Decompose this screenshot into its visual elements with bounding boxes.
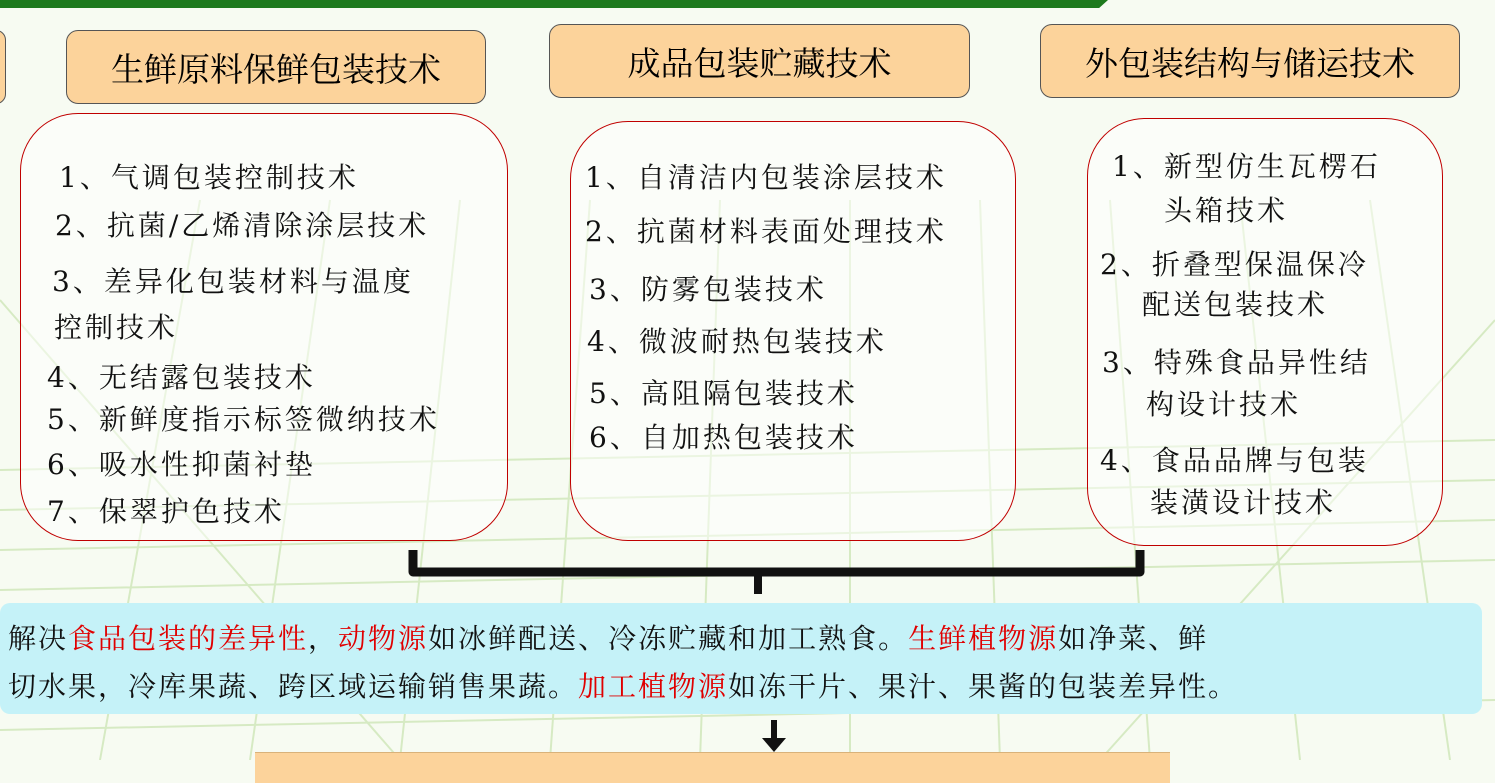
list-item: 3、防雾包装技术 [589,273,827,306]
summary-text: 切水果，冷库果蔬、跨区域运输销售果蔬。 [8,670,579,703]
list-item: 1、新型仿生瓦楞石 [1112,150,1381,183]
list-item: 配送包装技术 [1142,288,1329,321]
list-item: 头箱技术 [1164,194,1289,227]
summary-text: ， [308,622,339,655]
list-item: 2、折叠型保温保冷 [1100,248,1369,281]
summary-highlight: 生鲜植物源 [908,622,1059,655]
list-item: 7、保翠护色技术 [47,495,285,528]
summary-highlight: 食品包装的差异性 [68,622,309,655]
next-stage-box [255,752,1170,783]
header-product-storage-label: 成品包装贮藏技术 [627,43,892,83]
header-outer-packaging-label: 外包装结构与储运技术 [1085,43,1415,83]
summary-box [0,603,1482,714]
list-item: 1、气调包装控制技术 [59,161,359,194]
list-item: 构设计技术 [1146,388,1302,421]
summary-highlight: 加工植物源 [578,670,729,703]
list-item: 2、抗菌/乙烯清除涂层技术 [55,209,430,242]
summary-highlight: 动物源 [338,622,429,655]
list-item: 4、微波耐热包装技术 [587,325,887,358]
list-item: 1、自清洁内包装涂层技术 [585,161,947,194]
list-item: 6、吸水性抑菌衬垫 [47,448,316,481]
list-item: 装潢设计技术 [1150,486,1337,519]
summary-line-2 [8,665,1238,705]
summary-text: 如净菜、鲜 [1058,622,1209,655]
list-item: 2、抗菌材料表面处理技术 [585,215,947,248]
list-item: 控制技术 [54,311,179,344]
list-item: 5、高阻隔包装技术 [589,377,858,410]
list-item: 5、新鲜度指示标签微纳技术 [47,403,440,436]
summary-line-1 [8,617,1208,657]
list-item: 3、特殊食品异性结 [1102,346,1371,379]
list-item: 4、无结露包装技术 [47,361,316,394]
summary-text: 如冰鲜配送、冷冻贮藏和加工熟食。 [428,622,909,655]
list-item: 4、食品品牌与包装 [1100,444,1369,477]
header-fresh-packaging-label: 生鲜原料保鲜包装技术 [111,49,441,89]
list-item: 6、自加热包装技术 [589,421,858,454]
summary-text: 如冻干片、果汁、果酱的包装差异性。 [728,670,1239,703]
list-item: 3、差异化包装材料与温度 [52,265,414,298]
summary-text: 解决 [8,622,69,655]
